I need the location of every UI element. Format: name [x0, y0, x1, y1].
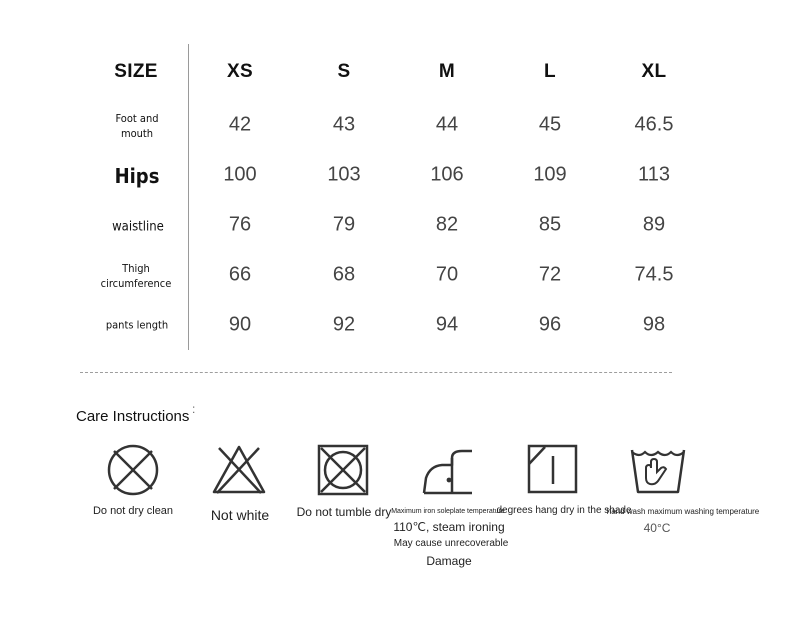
care-label-bleach: Not white — [210, 507, 270, 523]
table-cell: 43 — [332, 113, 356, 136]
care-label-tumble-dry: Do not tumble dry — [296, 505, 392, 519]
table-divider — [188, 44, 189, 350]
row-label-thigh-circumference — [101, 261, 172, 291]
table-cell: 92 — [332, 313, 356, 336]
care-label-dry-clean: Do not dry clean — [92, 505, 174, 517]
table-cell: 85 — [538, 213, 562, 236]
table-cell: 113 — [638, 163, 670, 186]
size-header-l: L — [544, 61, 556, 82]
care-label-iron-note: May cause unrecoverable — [393, 538, 509, 549]
row-label-pants-length: pants length — [105, 318, 169, 332]
table-cell: 68 — [332, 263, 356, 286]
size-header-label: SIZE — [114, 61, 158, 82]
table-cell: 106 — [430, 163, 464, 186]
no-bleach-icon — [211, 444, 267, 496]
table-cell: 72 — [538, 263, 562, 286]
size-header-s: S — [337, 61, 351, 82]
row-label-hips: Hips — [114, 164, 160, 188]
row-label-line: Thigh — [122, 262, 150, 275]
table-cell: 82 — [435, 213, 459, 236]
table-cell: 44 — [435, 113, 459, 136]
table-cell: 90 — [228, 313, 252, 336]
care-instructions-title: Care Instructions — [76, 408, 190, 425]
table-cell: 42 — [228, 113, 252, 136]
table-cell: 100 — [223, 163, 257, 186]
table-cell: 98 — [642, 313, 666, 336]
section-divider — [80, 372, 672, 373]
care-label-iron-note-2: Damage — [426, 554, 472, 568]
care-label-iron-main: 110℃, steam ironing — [393, 520, 505, 534]
table-cell: 45 — [538, 113, 562, 136]
table-cell: 94 — [435, 313, 459, 336]
hand-wash-icon — [630, 448, 686, 494]
row-label-line: Foot and — [115, 112, 159, 125]
care-label-hand-wash-temp: 40°C — [643, 521, 671, 535]
row-label-waistline: waistline — [112, 219, 164, 235]
care-title-marker: : — [192, 402, 196, 416]
table-cell: 76 — [228, 213, 252, 236]
row-label-line: mouth — [120, 127, 154, 140]
size-header-xl: XL — [641, 61, 667, 82]
table-cell: 66 — [228, 263, 252, 286]
table-cell: 70 — [435, 263, 459, 286]
care-label-hand-wash: hand wash maximum washing temperature — [606, 507, 760, 516]
size-header-xs: XS — [227, 61, 253, 82]
hang-dry-shade-icon — [527, 444, 579, 494]
care-label-hang-dry: degrees hang dry in the shade — [496, 505, 632, 516]
care-label-iron-small: Maximum iron soleplate temperature — [391, 508, 505, 515]
no-tumble-dry-icon — [317, 444, 369, 496]
iron-icon — [422, 446, 474, 496]
table-cell: 79 — [332, 213, 356, 236]
table-cell: 103 — [327, 163, 361, 186]
row-label-foot-and-mouth — [115, 111, 158, 141]
table-cell: 46.5 — [634, 113, 674, 136]
table-cell: 89 — [642, 213, 666, 236]
no-dry-clean-icon — [106, 444, 160, 496]
table-cell: 74.5 — [634, 263, 674, 286]
size-header-m: M — [438, 61, 456, 82]
table-cell: 109 — [533, 163, 567, 186]
table-cell: 96 — [538, 313, 562, 336]
row-label-line: circumference — [100, 277, 172, 290]
